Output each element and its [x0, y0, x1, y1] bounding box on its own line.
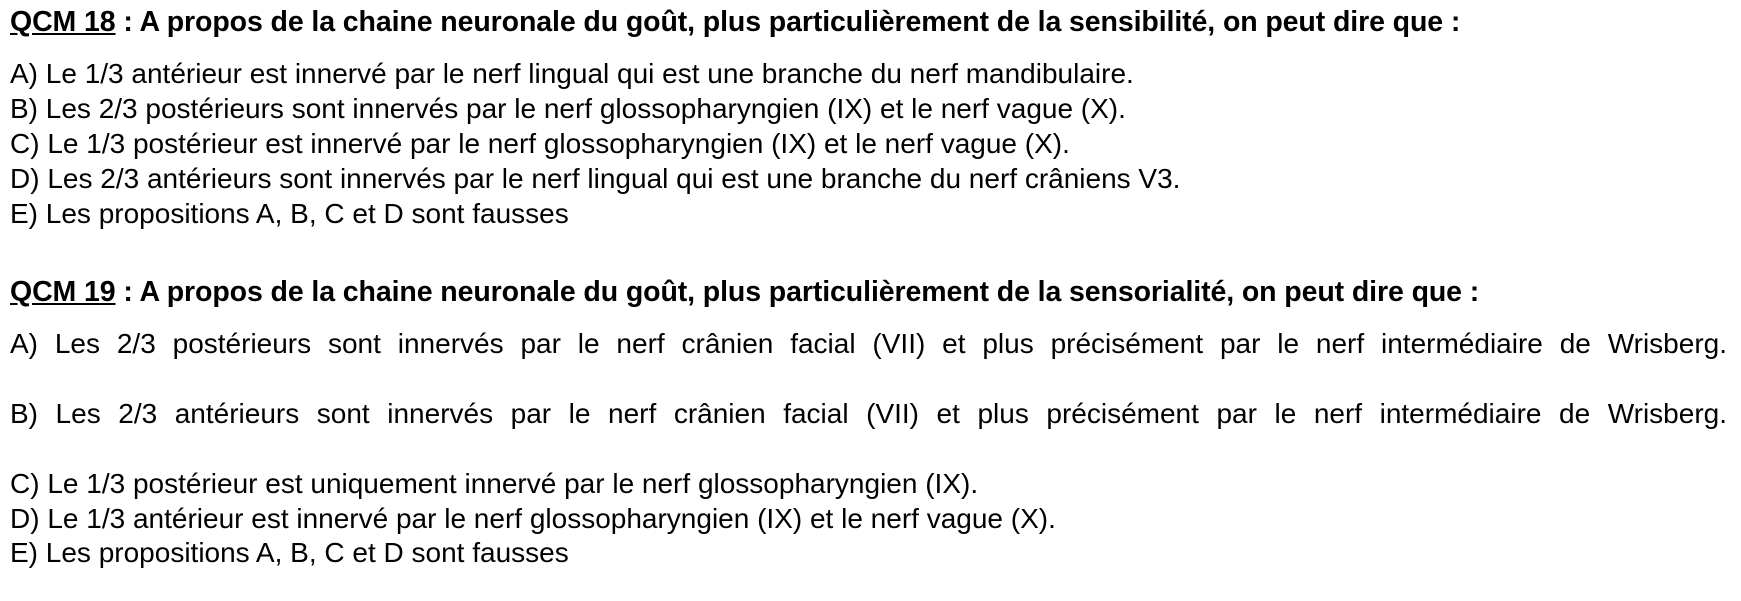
answer-option-d: D) Les 2/3 antérieurs sont innervés par le nerf lingual qui est une branche du nerf crâniens V3.	[10, 163, 1181, 195]
answer-option-b: B) Les 2/3 antérieurs sont innervés par le nerf crânien facial (VII) et plus précisément par le nerf intermédiaire de Wrisberg.	[10, 397, 1727, 429]
answer-option-e: E) Les propositions A, B, C et D sont fausses	[10, 197, 569, 229]
question-label: QCM 18	[10, 6, 116, 38]
question-title	[10, 274, 1727, 310]
answer-option-a: A) Les 2/3 postérieurs sont innervés par le nerf crânien facial (VII) et plus précisément par le nerf intermédiaire de Wrisberg.	[10, 328, 1727, 360]
answer-option-d: D) Le 1/3 antérieur est innervé par le nerf glossopharyngien (IX) et le nerf vague (X).	[10, 502, 1056, 534]
question-title-text: : A propos de la chaine neuronale du goût, plus particulièrement de la sensorialité, on peut dire que :	[115, 275, 1480, 308]
answer-list	[10, 327, 1727, 571]
answer-option-c: C) Le 1/3 postérieur est innervé par le nerf glossopharyngien (IX) et le nerf vague (X).	[10, 128, 1070, 160]
answer-option-b: B) Les 2/3 postérieurs sont innervés par le nerf glossopharyngien (IX) et le nerf vague (X).	[10, 93, 1126, 125]
answer-list	[10, 57, 1727, 231]
question-title	[10, 4, 1727, 40]
question-title-text: : A propos de la chaine neuronale du goût, plus particulièrement de la sensibilité, on peut dire que :	[115, 6, 1461, 38]
answer-option-e: E) Les propositions A, B, C et D sont fausses	[10, 537, 569, 569]
answer-option-c: C) Le 1/3 postérieur est uniquement innervé par le nerf glossopharyngien (IX).	[10, 467, 979, 499]
question-block-qcm-18	[10, 4, 1727, 232]
question-label: QCM 19	[10, 275, 116, 308]
answer-option-a: A) Le 1/3 antérieur est innervé par le nerf lingual qui est une branche du nerf mandibulaire.	[10, 58, 1134, 90]
question-block-qcm-19	[10, 274, 1727, 571]
